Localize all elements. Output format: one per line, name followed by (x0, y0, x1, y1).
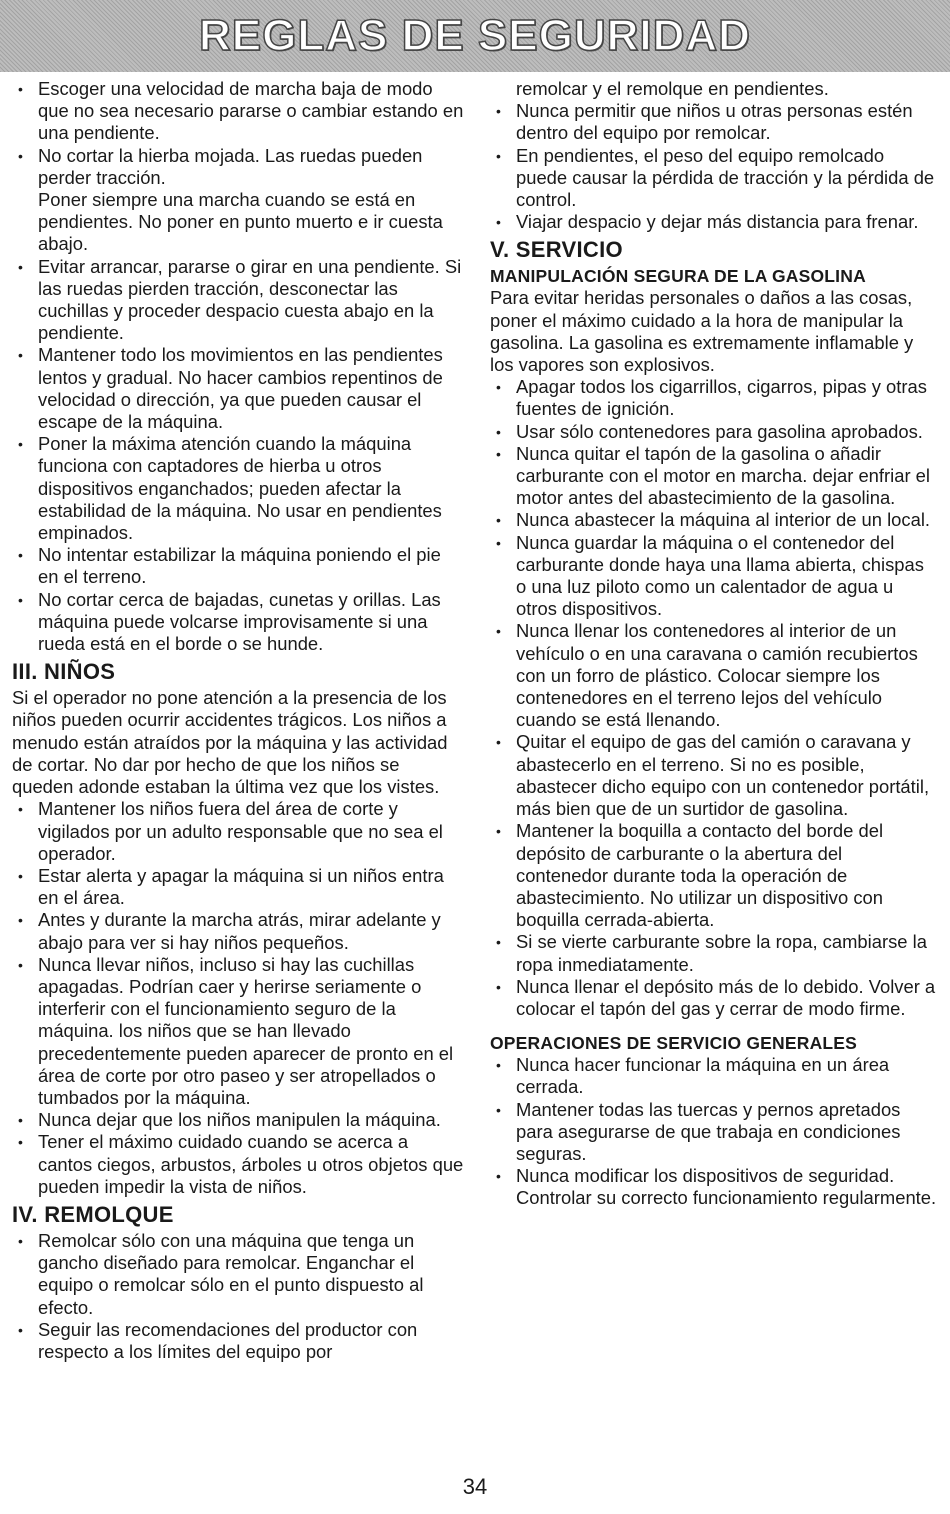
list-item: • Nunca llenar los contenedores al interior de un vehículo o en una caravana o camión recubiertos con un forro de plástico. Colocar siempre los contenedores en el terreno lejos del vehículo cuando se está llenando. (490, 620, 938, 731)
list-item: • No intentar estabilizar la máquina poniendo el pie en el terreno. (12, 544, 464, 588)
page-title: REGLAS DE SEGURIDAD (199, 11, 751, 60)
list-item: • Mantener la boquilla a contacto del borde del depósito de carburante o la abertura del contenedor durante toda la operación de abastecimiento. No utilizar un dispositivo con boquilla cerrada-abierta. (490, 820, 938, 931)
list-item: • Apagar todos los cigarrillos, cigarros, pipas y otras fuentes de ignición. (490, 376, 938, 420)
gasoline-intro: Para evitar heridas personales o daños a las cosas, poner el máximo cuidado a la hora de manipular la gasolina. La gasolina es extremamente inflamable y los vapores son explosivos. (490, 287, 914, 376)
gasoline-bullet-list (490, 376, 938, 1020)
section-intro-children: Si el operador no pone atención a la presencia de los niños pueden ocurrir accidentes trágicos. Los niños a menudo están atraídos por la máquina y las actividad de cortar. No dar por hecho de que los niños se queden adonde estaban la última vez que los vistes. (12, 687, 448, 798)
list-item: • Poner la máxima atención cuando la máquina funciona con captadores de hierba u otros dispositivos enganchados; pueden afectar la estabilidad de la máquina. No usar en pendientes empinados. (12, 433, 464, 544)
section-heading-service: V. SERVICIO (490, 237, 623, 263)
title-banner (0, 0, 950, 72)
list-item: • Escoger una velocidad de marcha baja de modo que no sea necesario pararse o cambiar estando en una pendiente. (12, 78, 464, 145)
list-item: • Nunca modificar los dispositivos de seguridad. Controlar su correcto funcionamiento regularmente. (490, 1165, 938, 1209)
list-item: • Nunca hacer funcionar la máquina en un área cerrada. (490, 1054, 938, 1098)
list-item-continuation: remolcar y el remolque en pendientes. (516, 78, 829, 99)
list-item: • Remolcar sólo con una máquina que tenga un gancho diseñado para remolcar. Enganchar el equipo o remolcar sólo en el punto dispuesto al efecto. (12, 1230, 464, 1319)
list-item: • Nunca llevar niños, incluso si hay las cuchillas apagadas. Podrían caer y herirse seriamente o interferir con el funcionamiento seguro de la máquina. los niños que se han llevado precedentemente pueden aparecer de pronto en el área de corte por otro paseo y ser atropellados o tumbados por la máquina. (12, 954, 464, 1109)
list-item: • Nunca permitir que niños u otras personas estén dentro del equipo por remolcar. (490, 100, 938, 144)
list-item-continuation: Poner siempre una marcha cuando se está en pendientes. No poner en punto muerto e ir cuesta abajo. (38, 189, 443, 255)
list-item: • Mantener todo los movimientos en las pendientes lentos y gradual. No hacer cambios repentinos de velocidad o dirección, ya que pueden causar el escape de la máquina. (12, 344, 464, 433)
slope-bullet-list (12, 78, 464, 189)
list-item: • Tener el máximo cuidado cuando se acerca a cantos ciegos, arbustos, árboles u otros objetos que pueden impedir la vista de niños. (12, 1131, 464, 1198)
list-item: • Viajar despacio y dejar más distancia para frenar. (490, 211, 938, 233)
list-item: • Nunca dejar que los niños manipulen la máquina. (12, 1109, 464, 1131)
list-item: • En pendientes, el peso del equipo remolcado puede causar la pérdida de tracción y la pérdida de control. (490, 145, 938, 212)
list-item: • Usar sólo contenedores para gasolina aprobados. (490, 421, 938, 443)
children-bullet-list (12, 798, 464, 1198)
list-item: • Estar alerta y apagar la máquina si un niños entra en el área. (12, 865, 464, 909)
list-item: • Nunca guardar la máquina o el contenedor del carburante donde haya una llama abierta, chispas o una luz piloto como un calentador de agua u otros dispositivos. (490, 532, 938, 621)
list-item: • Antes y durante la marcha atrás, mirar adelante y abajo para ver si hay niños pequeños. (12, 909, 464, 953)
subheading-gasoline: MANIPULACIÓN SEGURA DE LA GASOLINA (490, 266, 866, 287)
list-item: • Mantener los niños fuera del área de corte y vigilados por un adulto responsable que no sea el operador. (12, 798, 464, 865)
left-column (12, 78, 464, 1363)
list-item: • No cortar la hierba mojada. Las ruedas pueden perder tracción. (12, 145, 464, 189)
page-number: 34 (462, 1474, 488, 1499)
towing-bullet-list-continued (490, 100, 938, 233)
list-item: • Nunca llenar el depósito más de lo debido. Volver a colocar el tapón del gas y cerrar de modo firme. (490, 976, 938, 1020)
list-item: • Mantener todas las tuercas y pernos apretados para asegurarse de que trabaja en condiciones seguras. (490, 1099, 938, 1166)
section-heading-children: III. NIÑOS (12, 659, 116, 685)
list-item: • Si se vierte carburante sobre la ropa, cambiarse la ropa inmediatamente. (490, 931, 938, 975)
slope-bullet-list-continued (12, 256, 464, 656)
list-item: • No cortar cerca de bajadas, cunetas y orillas. Las máquina puede volcarse improvisamente si una rueda está en el borde o se hunde. (12, 589, 464, 656)
list-item: • Nunca quitar el tapón de la gasolina o añadir carburante con el motor en marcha. dejar enfriar el motor antes del abastecimiento de la gasolina. (490, 443, 938, 510)
list-item: • Nunca abastecer la máquina al interior de un local. (490, 509, 938, 531)
list-item: • Seguir las recomendaciones del productor con respecto a los límites del equipo por (12, 1319, 464, 1363)
list-item: • Quitar el equipo de gas del camión o caravana y abastecerlo en el terreno. Si no es posible, abastecer dicho equipo con un contenedor portátil, más bien que de un surtidor de gasolina. (490, 731, 938, 820)
subheading-general-service: OPERACIONES DE SERVICIO GENERALES (490, 1033, 858, 1054)
right-column (490, 78, 938, 1210)
towing-bullet-list (12, 1230, 464, 1363)
general-service-bullet-list (490, 1054, 938, 1209)
section-heading-towing: IV. REMOLQUE (12, 1201, 174, 1227)
list-item: • Evitar arrancar, pararse o girar en una pendiente. Si las ruedas pierden tracción, desconectar las cuchillas y proceder despacio cuesta abajo en la pendiente. (12, 256, 464, 345)
